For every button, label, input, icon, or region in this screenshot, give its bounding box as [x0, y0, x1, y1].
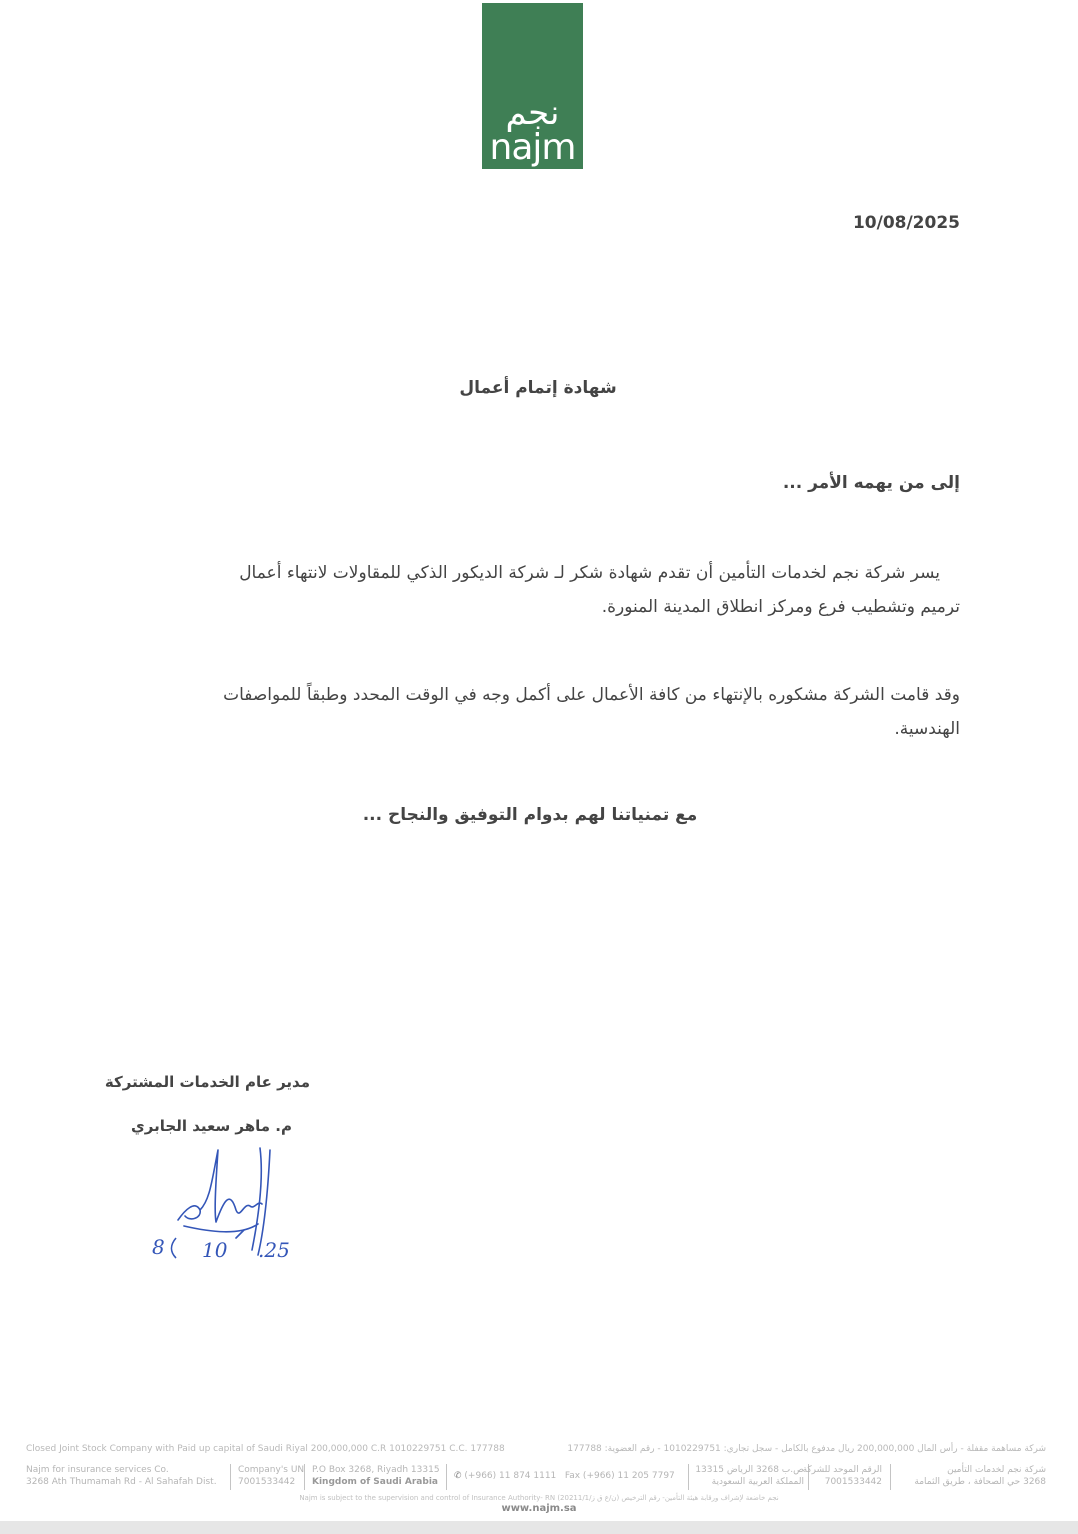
najm-logo: [482, 3, 583, 169]
handwritten-signature: [140, 1140, 310, 1270]
footer-company-ar-line-1: شركة نجم لخدمات التأمين: [947, 1465, 1046, 1475]
footer-uni-number: 7001533442: [238, 1477, 296, 1487]
footer-company-en: [26, 1464, 217, 1488]
footer-website: www.najm.sa: [501, 1503, 577, 1514]
footer-company-ar: [896, 1464, 1046, 1488]
footer-separator: [688, 1464, 689, 1490]
signatory-title: مدير عام الخدمات المشتركة: [104, 1073, 310, 1091]
letter-date: 10/08/2025: [852, 213, 960, 233]
paragraph-1-line-2: ترميم وتشطيب فرع ومركز انطلاق المدينة المنورة.: [601, 597, 960, 617]
paragraph-1: [200, 556, 960, 624]
footer-pobox-ar: ص.ب 3268 الرياض 13315: [695, 1465, 804, 1475]
footer-contact-line: [26, 1464, 1046, 1492]
logo-arabic-text: نجم: [505, 93, 560, 133]
footer-company-ar-line-2: 3268 حي الصحافة ، طريق الثمامة: [914, 1477, 1046, 1487]
footer-phone-block: [454, 1470, 675, 1482]
footer-company-en-line-2: 3268 Ath Thumamah Rd - Al Sahafah Dist.: [26, 1477, 217, 1487]
footer-uni-en: [238, 1464, 304, 1488]
footer-uni-label-ar: الرقم الموحد للشركة: [802, 1465, 882, 1475]
paragraph-2-line-1: وقد قامت الشركة مشكوره بالإنتهاء من كافة الأعمال على أكمل وجه في الوقت المحدد وطبقاً للمواصفات: [223, 685, 960, 705]
signature-month: 10: [202, 1238, 228, 1262]
footer-fax: Fax (+966) 11 205 7797: [564, 1471, 675, 1481]
signature-year: .25: [258, 1238, 290, 1262]
footer-capital-line: [26, 1444, 1046, 1458]
footer-address-ar: [694, 1464, 804, 1488]
paragraph-2-line-2: الهندسية.: [894, 719, 960, 739]
footer-uni-number-ar: 7001533442: [824, 1477, 882, 1487]
footer-address-en: [312, 1464, 440, 1488]
signatory-name: م. ماهر سعيد الجابري: [131, 1117, 292, 1135]
logo-latin-text: najm: [489, 127, 576, 168]
closing-line: مع تمنياتنا لهم بدوام التوفيق والنجاح ...: [362, 805, 698, 825]
footer-phone: (+966) 11 874 1111: [464, 1471, 557, 1481]
footer-pobox: P.O Box 3268, Riyadh 13315: [312, 1465, 440, 1475]
footer-uni-ar: [802, 1464, 882, 1488]
footer-separator: [304, 1464, 305, 1490]
signature-bracket: [172, 1238, 177, 1258]
footer-separator: [446, 1464, 447, 1490]
footer-country-en: Kingdom of Saudi Arabia: [312, 1477, 438, 1487]
footer-company-en-line-1: Najm for insurance services Co.: [26, 1465, 169, 1475]
footer-capital-en: Closed Joint Stock Company with Paid up capital of Saudi Riyal 200,000,000 C.R 1010229751 C.C. 177788: [26, 1444, 505, 1454]
page-bottom-band: [0, 1521, 1078, 1534]
footer-uni-label: Company's UN: [238, 1465, 305, 1475]
phone-icon: ✆: [454, 1471, 462, 1481]
greeting: إلى من يهمه الأمر ...: [782, 473, 960, 493]
footer-separator: [230, 1464, 231, 1490]
paragraph-2: [160, 678, 960, 746]
footer-capital-ar: شركة مساهمة مقفلة - رأس المال 200,000,000 ريال مدفوع بالكامل - سجل تجاري: 1010229751 - رقم العضوية: 177788: [567, 1444, 1046, 1454]
footer-regulator: Najm is subject to the supervision and control of Insurance Authority- RN (20211/1/ن/ع ق ز) نجم خاضعة لإشراف ورقابة هيئة التأمين- رقم الترخيص: [299, 1494, 779, 1502]
signature-day: 8: [152, 1235, 165, 1259]
footer-separator: [890, 1464, 891, 1490]
certificate-title: شهادة إتمام أعمال: [459, 378, 617, 398]
paragraph-1-line-1: يسر شركة نجم لخدمات التأمين أن تقدم شهادة شكر لـ شركة الديكور الذكي للمقاولات لانتهاء أعمال: [239, 563, 940, 583]
footer-country-ar: المملكة العربية السعودية: [711, 1477, 804, 1487]
